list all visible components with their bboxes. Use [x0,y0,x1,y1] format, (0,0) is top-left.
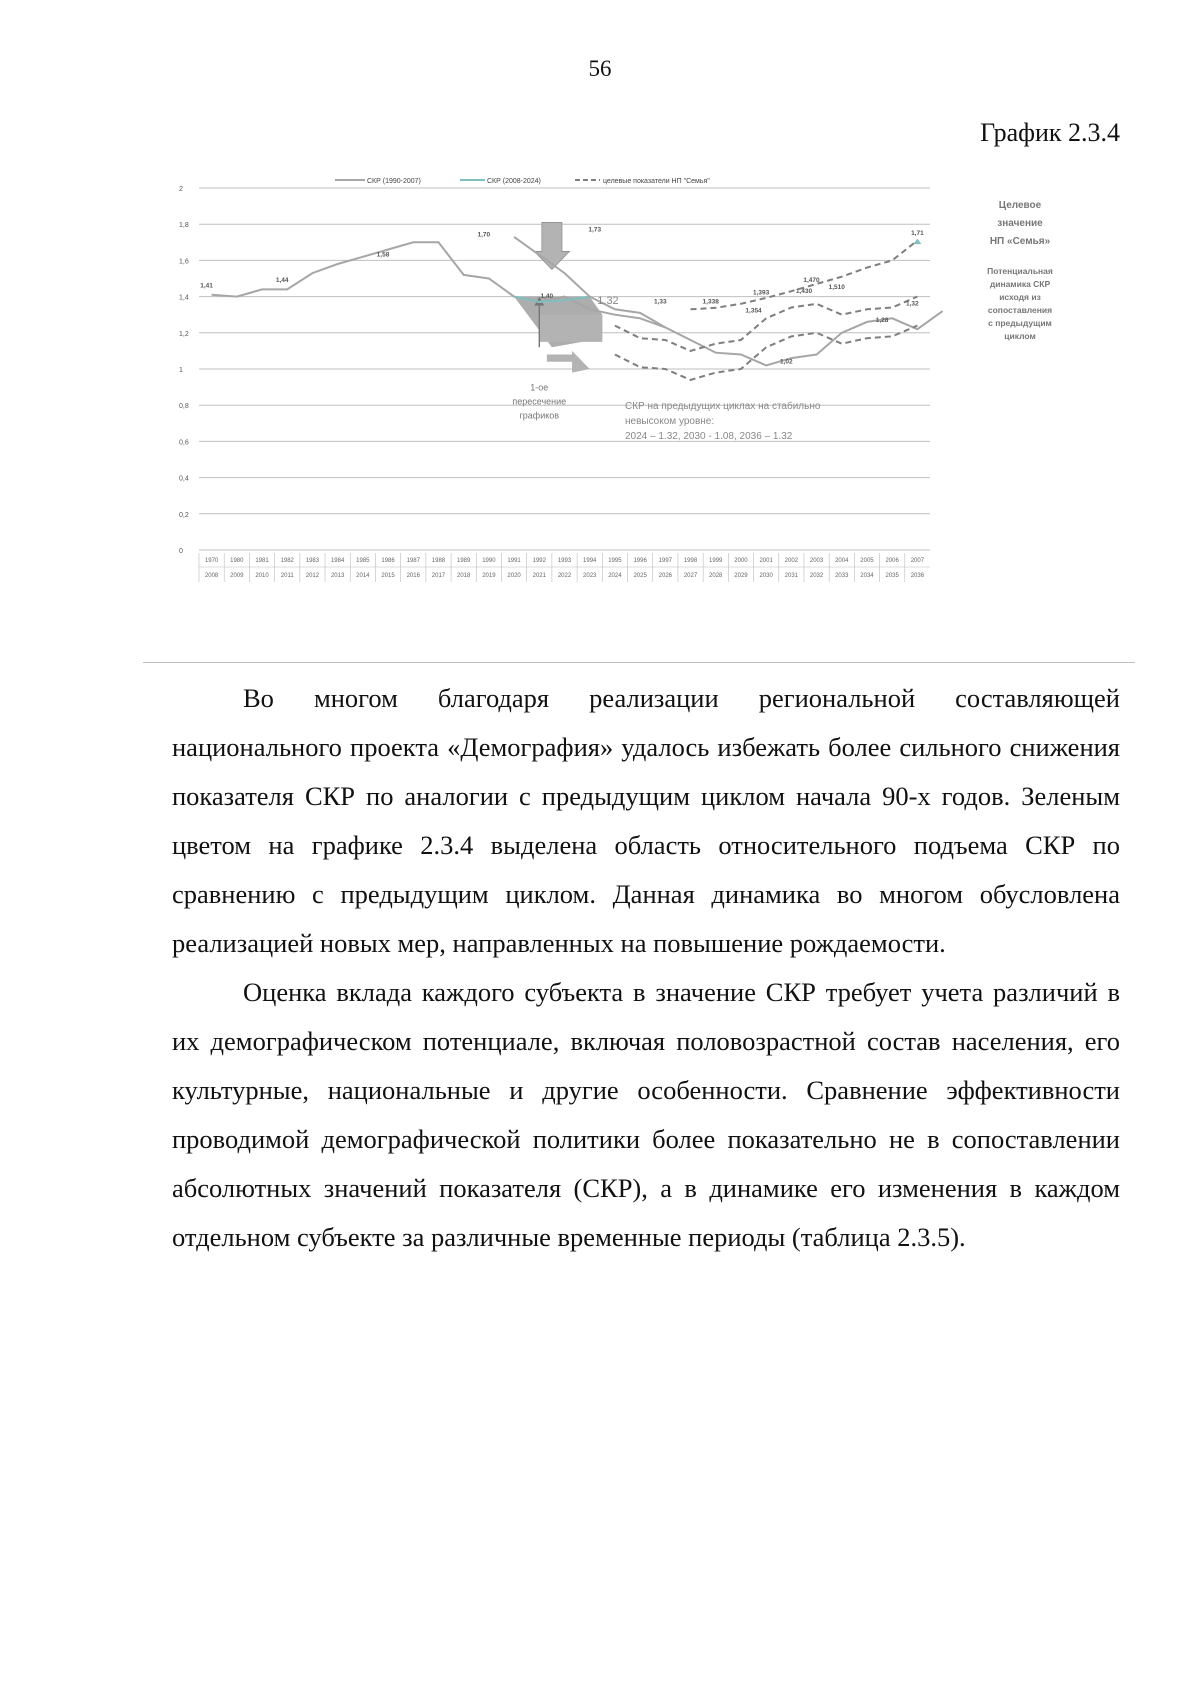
x-tick-label: 2025 [633,573,647,579]
x-tick-label: 1990 [482,558,496,564]
annotation-prev-cycles-line: невысоком уровне: [624,415,715,427]
data-label: 1,33 [653,298,667,306]
y-axis-ticks [179,186,189,555]
potential-lower-line [615,326,918,380]
annotation-big-value: 1.32 [597,294,619,307]
x-tick-label: 2019 [482,573,496,579]
x-tick-label: 2012 [305,573,320,579]
x-tick-label: 1980 [230,558,244,564]
y-tick-label: 1,4 [179,294,189,302]
annotation-crossing-line: графиков [519,410,560,421]
x-tick-label: 2013 [330,573,345,579]
x-tick-label: 1991 [507,558,521,564]
x-tick-label: 1989 [456,558,471,564]
x-tick-label: 1986 [381,558,395,564]
data-label: 1,40 [540,293,554,301]
x-tick-label: 2014 [356,573,370,579]
x-tick-label: 1995 [608,558,622,564]
x-tick-label: 2006 [885,558,899,564]
data-label: 1,41 [200,282,213,290]
x-tick-label: 2032 [809,573,824,579]
x-tick-label: 1988 [431,558,446,564]
annotation-potential-line: исходя из [999,292,1041,302]
x-tick-label: 1983 [305,558,320,564]
y-tick-label: 0 [179,548,183,555]
x-tick-label: 2034 [860,573,874,579]
x-tick-label: 1984 [330,558,345,564]
legend-label-2: СКР (2008-2024) [487,178,541,185]
x-tick-label: 1994 [583,558,597,564]
paragraph-1: Во многом благодаря реализации региональной составляющей национального проекта «Демография» удалось избежать более сильного снижения показателя СКР по аналогии с предыдущим циклом начала 90-х годов. Зеленым цветом на графике 2.3.4 выделена область относительного подъема СКР по сравнению с предыдущим циклом. Данная динамика во многом обусловлена реализацией новых мер, направленных на повышение рождаемости. [172,683,1120,958]
y-tick-label: 0,6 [179,439,189,447]
x-tick-label: 2002 [784,558,799,564]
x-tick-label: 2017 [431,573,446,579]
y-tick-label: 1,8 [179,222,189,230]
data-label: 1,70 [477,231,491,239]
page-number: 56 [588,56,612,81]
x-tick-label: 2029 [734,573,748,579]
data-label: 1,44 [275,276,289,284]
x-tick-label: 2003 [809,558,824,564]
annotation-potential-line: сопоставления [987,305,1053,315]
x-tick-label: 2026 [658,573,673,579]
chart-grid [199,188,930,550]
legend-label-1: СКР (1990-2007) [367,178,421,185]
annotation-prev-cycles-line: СКР на предыдущих циклах на стабильно [624,400,821,412]
data-label: 1,32 [906,300,919,308]
x-axis-ticks [199,553,930,582]
x-tick-label: 2021 [532,573,546,579]
x-tick-label: 1992 [532,558,546,564]
x-tick-label: 2004 [835,558,849,564]
x-tick-label: 1981 [255,558,269,564]
x-tick-label: 2022 [557,573,572,579]
data-label: 1,510 [828,284,845,292]
target-marker [913,239,921,244]
x-tick-label: 1998 [683,558,698,564]
annotation-crossing-line: 1-ое [530,382,549,393]
data-label: 1,430 [795,287,813,295]
y-tick-label: 1 [179,367,183,374]
x-tick-label: 2016 [406,573,420,579]
annotation-potential-line: с предыдущим [988,318,1052,328]
x-tick-label: 1996 [633,558,647,564]
legend-label-3: целевые показатели НП "Семья" [603,178,710,185]
x-tick-label: 2023 [583,573,597,579]
y-tick-label: 1,2 [179,330,189,338]
x-tick-label: 2001 [759,558,773,564]
y-tick-label: 1,6 [179,258,189,266]
figure-divider [143,662,1135,663]
x-tick-label: 1997 [658,558,673,564]
data-label: 1,58 [376,251,390,259]
down-arrow-icon [534,222,569,269]
x-tick-label: 2020 [507,573,521,579]
data-label: 1,28 [875,316,889,324]
x-tick-label: 1999 [709,558,723,564]
x-tick-label: 2005 [860,558,874,564]
y-tick-label: 0,2 [179,511,189,519]
data-label: 1,338 [702,298,719,306]
x-tick-label: 2010 [255,573,269,579]
data-label: 1,393 [752,289,770,297]
data-label: 1,71 [911,229,924,237]
x-tick-label: 2009 [230,573,244,579]
data-label: 1,470 [803,276,820,284]
data-label: 1,354 [745,307,762,315]
x-tick-label: 2000 [734,558,748,564]
x-tick-label: 2018 [456,573,471,579]
annotation-prev-cycles-line: 2024 – 1.32, 2030 - 1.08, 2036 – 1.32 [624,430,793,442]
annotation-target-line: НП «Семья» [989,236,1051,247]
x-tick-label: 2036 [910,573,925,579]
target-line [691,241,918,310]
annotation-potential-line: Потенциальная [987,266,1053,276]
x-tick-label: 2035 [885,573,899,579]
x-tick-label: 2011 [280,573,294,579]
x-tick-label: 1970 [204,558,219,564]
annotation-target-line: Целевое [998,200,1042,211]
annotation-potential-line: циклом [1004,331,1036,341]
data-label: 1,73 [588,226,602,234]
y-tick-label: 2 [179,186,183,193]
y-tick-label: 0,8 [179,403,189,411]
annotation-target-line: значение [997,218,1043,229]
x-tick-label: 1987 [406,558,420,564]
x-tick-label: 2028 [709,573,723,579]
annotation-crossing-line: пересечение [512,396,567,407]
x-tick-label: 1993 [557,558,572,564]
x-tick-label: 2008 [204,573,219,579]
chart-legend [335,178,710,185]
gain-area [539,315,602,342]
x-tick-label: 2007 [910,558,925,564]
x-tick-label: 2027 [683,573,698,579]
y-tick-label: 0,4 [179,475,189,483]
x-tick-label: 2015 [381,573,395,579]
tfr-chart [179,178,1125,648]
x-tick-label: 1982 [280,558,294,564]
x-tick-label: 2030 [759,573,773,579]
x-tick-label: 2024 [608,573,622,579]
x-tick-label: 2033 [835,573,849,579]
body-text [172,674,1120,1262]
annotation-potential-line: динамика СКР [989,279,1051,289]
x-tick-label: 1985 [356,558,370,564]
paragraph-2: Оценка вклада каждого субъекта в значение СКР требует учета различий в их демографическом потенциале, включая половозрастной состав населения, его культурные, национальные и другие особенности. Сравнение эффективности проводимой демографической политики более показательно не в сопоставлении абсолютных значений показателя (СКР), а в динамике его изменения в каждом отдельном субъекте за различные временные периоды (таблица 2.3.5). [172,977,1120,1252]
figure-caption: График 2.3.4 [980,118,1120,147]
x-tick-label: 2031 [784,573,799,579]
data-label: 1,02 [779,358,793,366]
